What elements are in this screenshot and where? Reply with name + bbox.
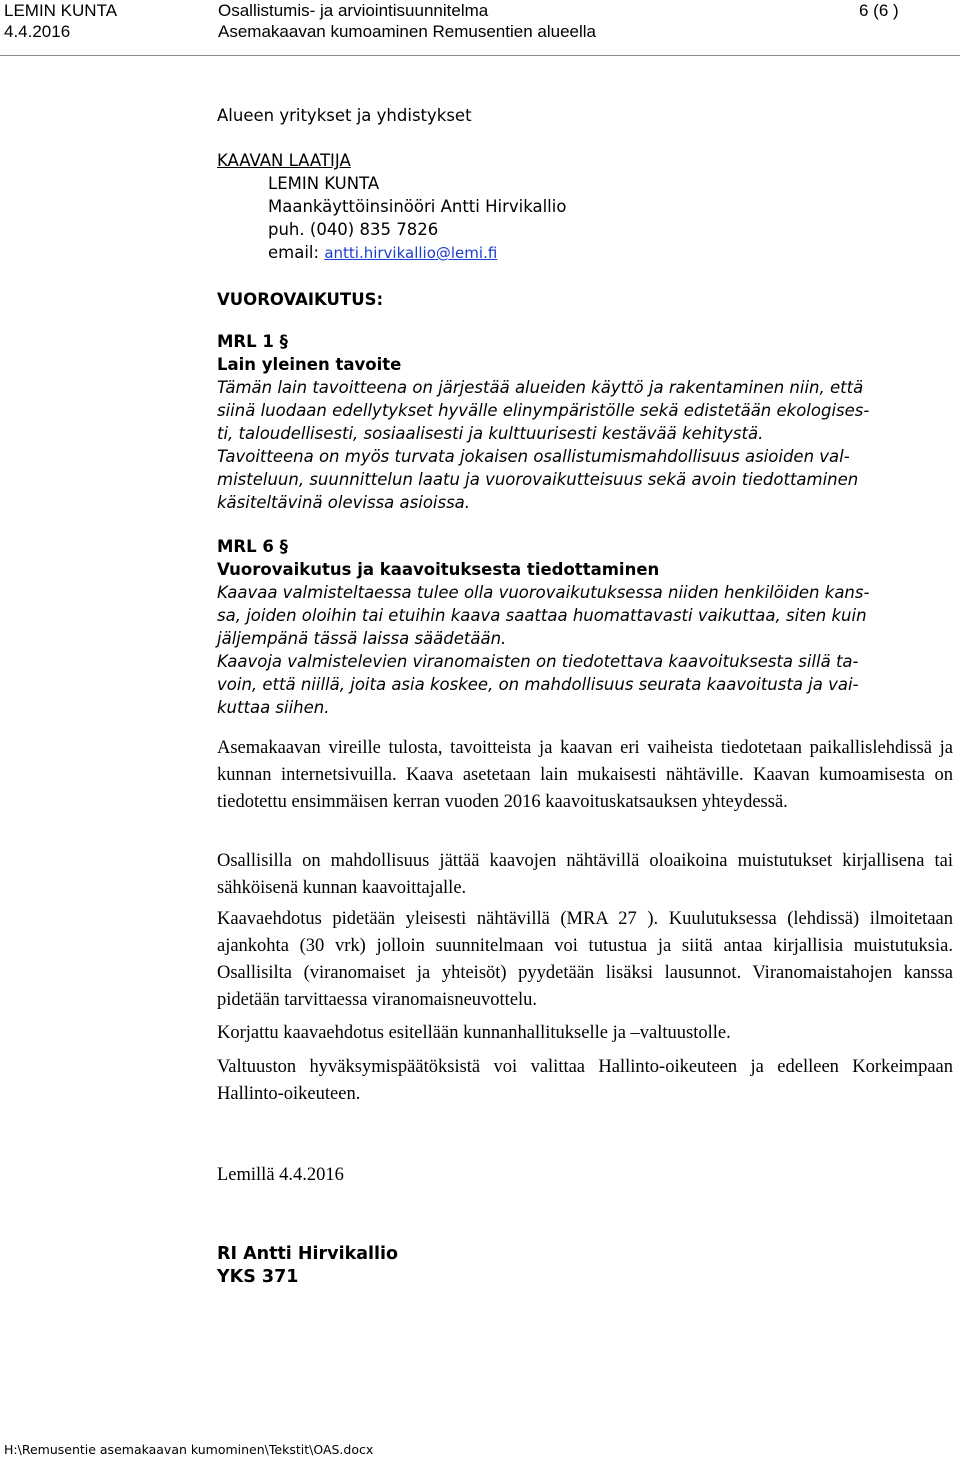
mrl1-line: ti, taloudellisesti, sosiaalisesti ja kulttuurisesti kestävää kehitystä. (217, 424, 764, 443)
mrl6-line: jäljempänä tässä laissa säädetään. (217, 629, 507, 648)
mrl1-line: Tavoitteena on myös turvata jokaisen osallistumismahdollisuus asioiden val- (217, 447, 850, 466)
signature-block (217, 1243, 953, 1289)
header-org: LEMIN KUNTA (4, 1, 118, 20)
paragraph-corrected-proposal: Korjattu kaavaehdotus esitellään kunnanhallitukselle ja –valtuustolle. (217, 1023, 731, 1043)
signature-registration: YKS 371 (217, 1267, 299, 1287)
header-date: 4.4.2016 (4, 22, 71, 41)
mrl1-line: käsiteltävinä olevissa asioissa. (217, 493, 471, 512)
planner-phone: puh. (040) 835 7826 (268, 220, 439, 239)
planner-block (217, 149, 953, 265)
planner-email-row (217, 241, 953, 265)
mrl1-block (217, 330, 953, 514)
mrl6-section: MRL 6 § (217, 537, 288, 556)
paragraph-proposal: Kaavaehdotus pidetään yleisesti nähtävillä (MRA 27 ). Kuulutuksessa (lehdissä) ilmoitetaan ajankohta (30 vrk) jolloin suunnitelmaan voi tutustua ja siitä antaa kirjallisia muistutuksia. Osallisilta (viranomaiset ja yhteisöt) pyydetään lisäksi lausunnot. Viranomaistahojen kanssa pidetään tarvittaessa viranomaisneuvottelu. (217, 909, 953, 1010)
email-link[interactable]: antti.hirvikallio@lemi.fi (324, 244, 498, 262)
mrl6-line: voin, että niillä, joita asia koskee, on mahdollisuus seurata kaavoitusta ja vai- (217, 675, 859, 694)
footer-file-path: H:\Remusentie asemakaavan kumominen\Tekstit\OAS.docx (4, 1442, 374, 1457)
planner-heading: KAAVAN LAATIJA (217, 151, 351, 170)
mrl6-block (217, 535, 953, 719)
header-doc-type: Osallistumis- ja arviointisuunnitelma (218, 1, 489, 20)
email-label: email: (268, 243, 325, 262)
header-subject: Asemakaavan kumoaminen Remusentien alueella (218, 22, 596, 41)
mrl6-line: kuttaa siihen. (217, 698, 330, 717)
mrl6-title: Vuorovaikutus ja kaavoituksesta tiedottaminen (217, 560, 660, 579)
interaction-heading: VUOROVAIKUTUS: (217, 290, 384, 309)
mrl1-line: siinä luodaan edellytykset hyvälle elinympäristölle sekä edistetään ekologises- (217, 401, 870, 420)
mrl1-section: MRL 1 § (217, 332, 288, 351)
mrl6-line: Kaavaa valmisteltaessa tulee olla vuorovaikutuksessa niiden henkilöiden kans- (217, 583, 870, 602)
signature-name: RI Antti Hirvikallio (217, 1244, 399, 1264)
mrl1-line: misteluun, suunnittelun laatu ja vuorovaikutteisuus sekä avoin tiedottaminen (217, 470, 859, 489)
mrl6-line: Kaavoja valmistelevien viranomaisten on tiedotettava kaavoituksesta sillä ta- (217, 652, 859, 671)
mrl1-title: Lain yleinen tavoite (217, 355, 402, 374)
stakeholders-line: Alueen yritykset ja yhdistykset (217, 106, 472, 125)
contacts-section (217, 104, 953, 127)
interaction-heading-block (217, 288, 953, 311)
paragraph-announcement: Asemakaavan vireille tulosta, tavoitteista ja kaavan eri vaiheista tiedotetaan paikallislehdissä ja kunnan internetsivuilla. Kaava asetetaan lain mukaisesti nähtäville. Kaavan kumoamisesta on tiedotettu ensimmäisen kerran vuoden 2016 kaavoituskatsauksen yhteydessä. (217, 738, 953, 812)
header-divider (0, 55, 960, 56)
mrl1-line: Tämän lain tavoitteena on järjestää alueiden käyttö ja rakentaminen niin, että (217, 378, 864, 397)
paragraph-appeal: Valtuuston hyväksymispäätöksistä voi valittaa Hallinto-oikeuteen ja edelleen Korkeimpaan Hallinto-oikeuteen. (217, 1057, 953, 1104)
planner-org: LEMIN KUNTA (268, 174, 380, 193)
paragraph-comments: Osallisilla on mahdollisuus jättää kaavojen nähtävillä oloaikoina muistutukset kirjallisena tai sähköisenä kunnan kaavoittajalle. (217, 851, 953, 898)
mrl6-line: sa, joiden oloihin tai etuihin kaava saattaa huomattavasti vaikuttaa, siten kuin (217, 606, 867, 625)
planner-name: Maankäyttöinsinööri Antti Hirvikallio (268, 197, 567, 216)
signature-place-date: Lemillä 4.4.2016 (217, 1165, 344, 1185)
header-page-number: 6 (6 ) (859, 1, 899, 20)
